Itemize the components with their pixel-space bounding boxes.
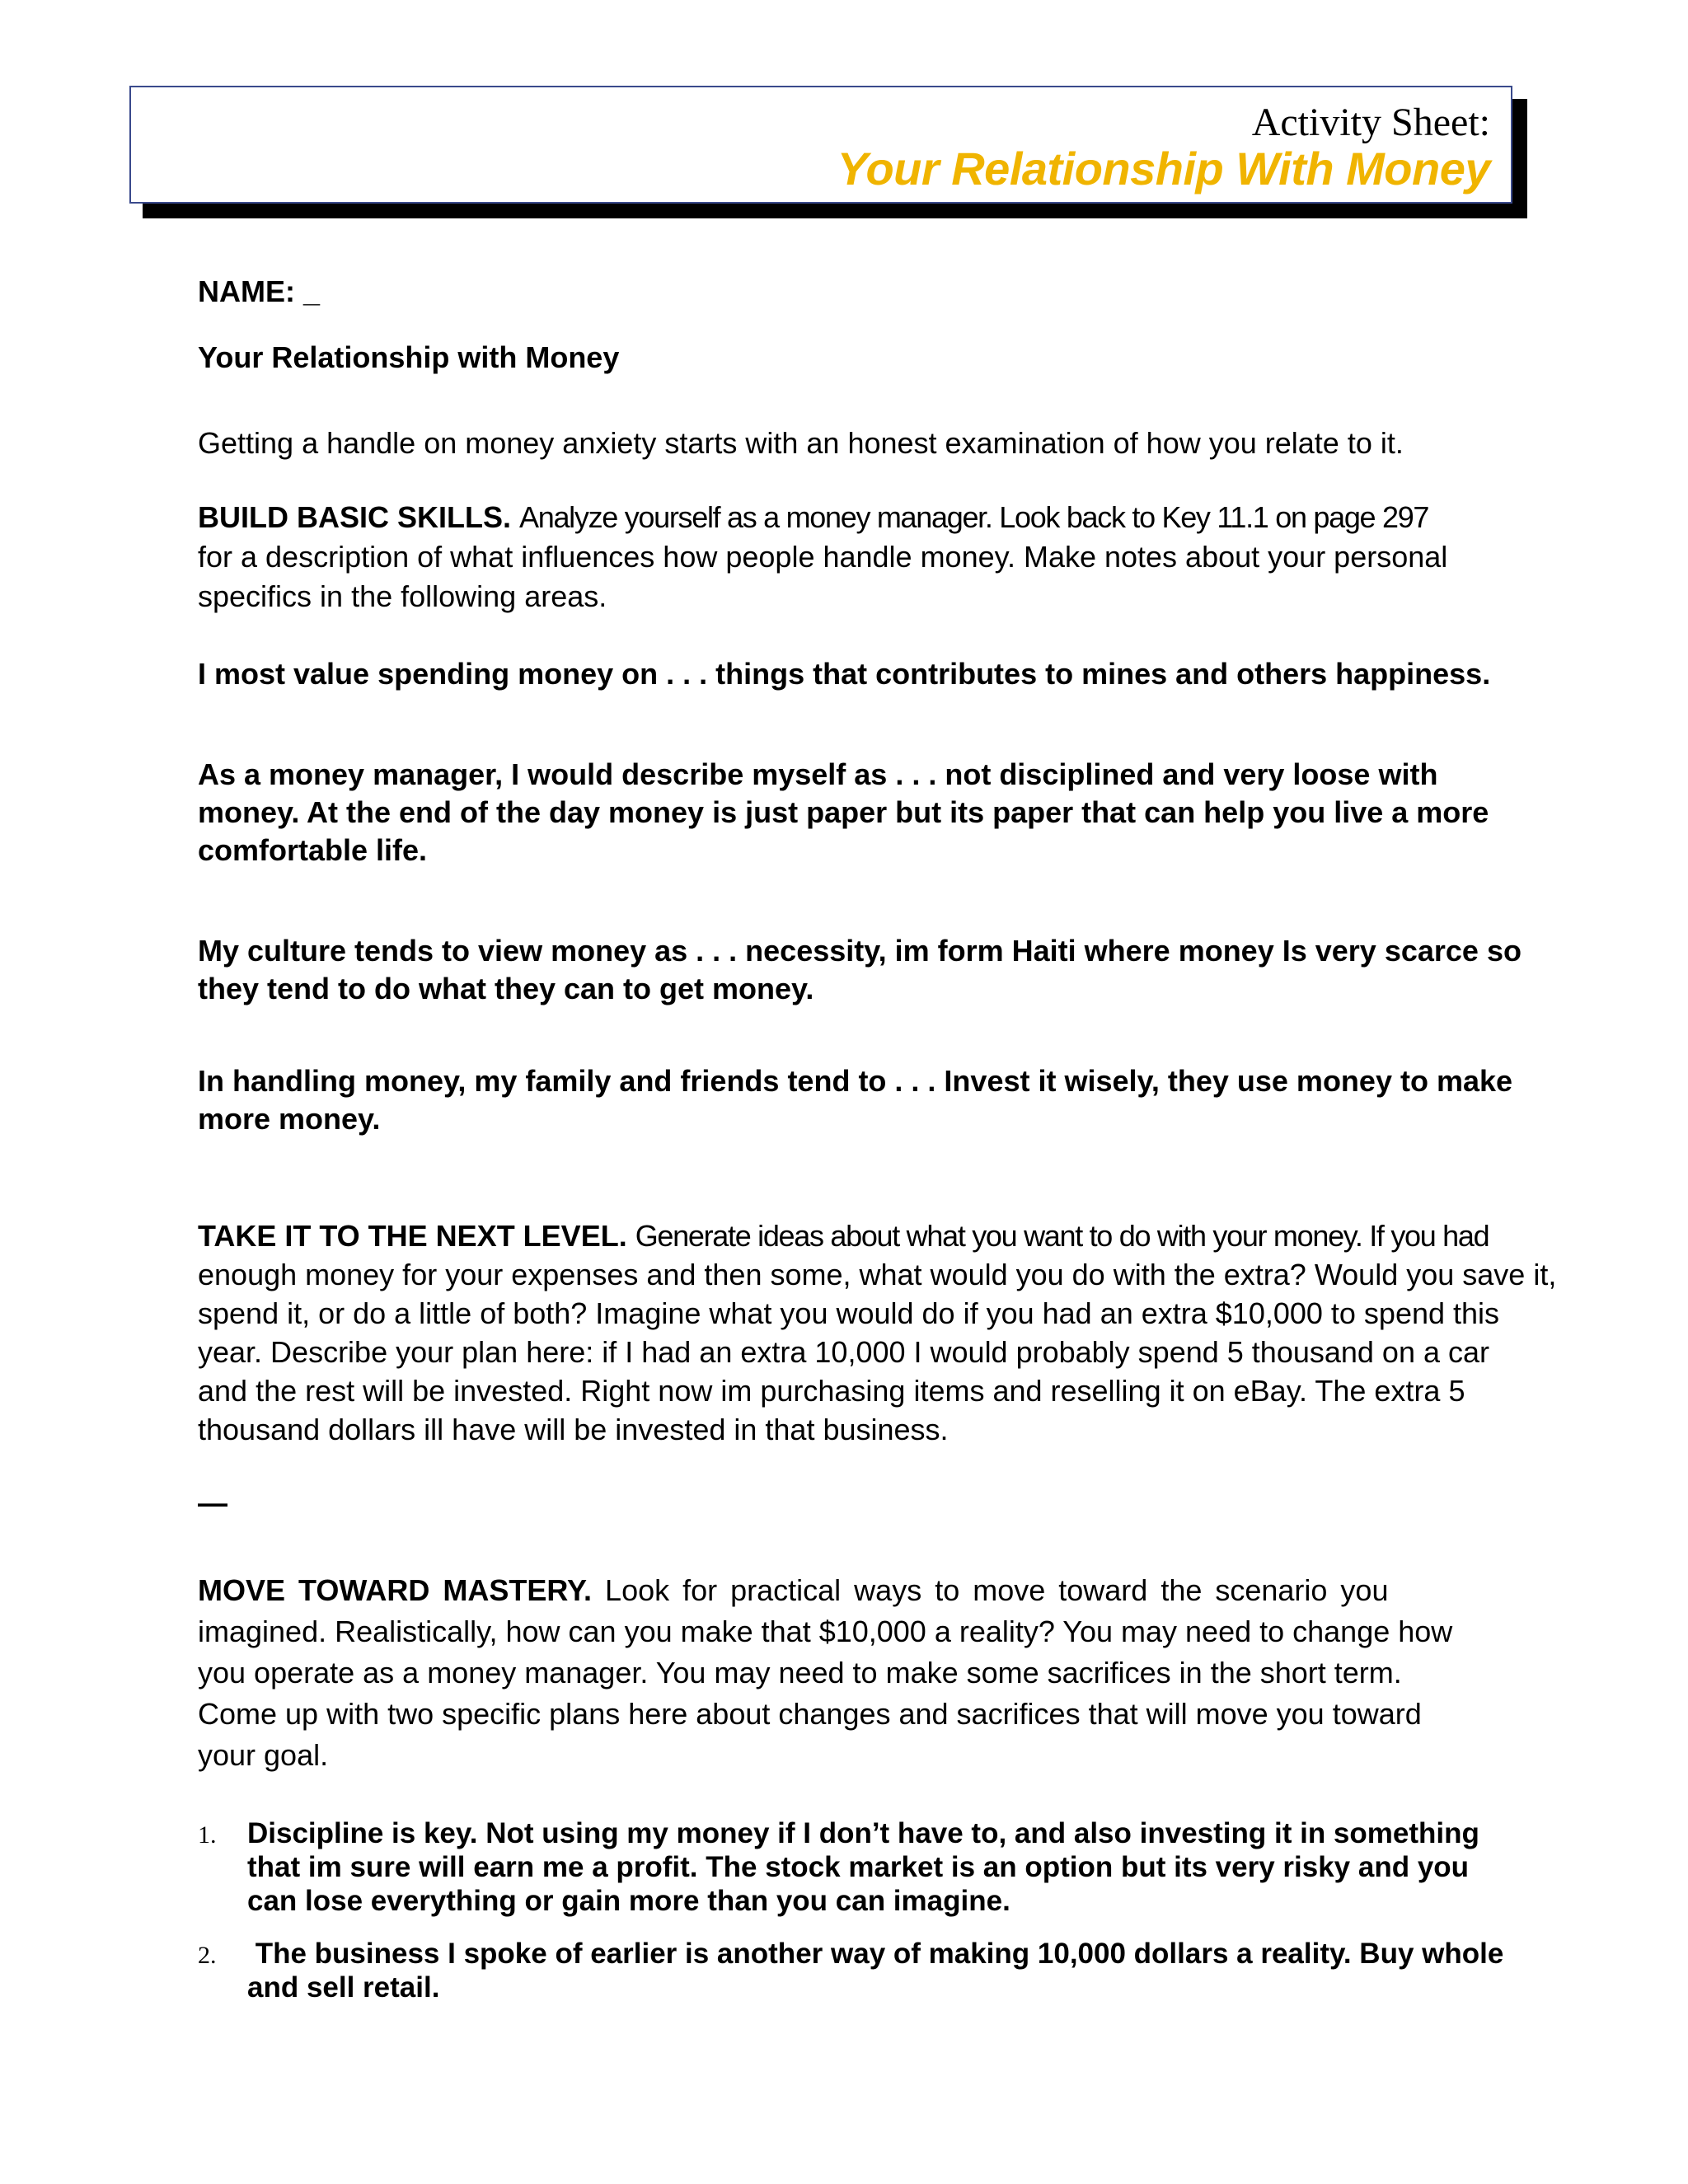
list-number: 1. (198, 1821, 217, 1849)
header-banner (129, 86, 1512, 204)
plan-2-line-1: The business I spoke of earlier is another way of making 10,000 dollars a reality. Buy whole (247, 1938, 1504, 1970)
mastery-line-3: you operate as a money manager. You may need to make some sacrifices in the short term. (198, 1656, 1402, 1690)
next-level-line-3: spend it, or do a little of both? Imagine what you would do if you had an extra $10,000 to spend this (198, 1296, 1500, 1330)
answer-family-2: more money. (198, 1102, 381, 1136)
mastery-line-5: your goal. (198, 1738, 329, 1772)
answer-manager-2: money. At the end of the day money is just paper but its paper that can help you live a more (198, 795, 1489, 829)
answer-manager-1: As a money manager, I would describe myself as . . . not disciplined and very loose with (198, 757, 1438, 791)
next-level-line-2: enough money for your expenses and then some, what would you do with the extra? Would you save it, (198, 1258, 1557, 1291)
next-level-line-6: thousand dollars ill have will be invested in that business. (198, 1413, 949, 1446)
intro-paragraph: Getting a handle on money anxiety starts with an honest examination of how you relate to it. (198, 426, 1404, 460)
plan-2-line-2: and sell retail. (247, 1971, 440, 2004)
mastery-text-1: Look for practical ways to move toward the scenario you (605, 1573, 1389, 1607)
next-level-line-5: and the rest will be invested. Right now im purchasing items and reselling it on eBay. The extra 5 (198, 1374, 1465, 1408)
separator-dash: — (198, 1486, 227, 1520)
mastery-line-2: imagined. Realistically, how can you make that $10,000 a reality? You may need to change how (198, 1615, 1453, 1648)
build-lead: BUILD BASIC SKILLS. (198, 500, 512, 534)
build-line-1 (198, 498, 1428, 537)
header-label: Activity Sheet: (1251, 101, 1490, 144)
list-number: 2. (198, 1942, 217, 1969)
header-title: Your Relationship With Money (837, 143, 1490, 194)
plan-1-line-3: can lose everything or gain more than you can imagine. (247, 1885, 1010, 1917)
next-level-line-4: year. Describe your plan here: if I had an extra 10,000 I would probably spend 5 thousand on a car (198, 1335, 1490, 1369)
answer-value: I most value spending money on . . . things that contributes to mines and others happiness. (198, 657, 1491, 691)
name-field: NAME: _ (198, 274, 321, 308)
next-level-lead: TAKE IT TO THE NEXT LEVEL. (198, 1219, 627, 1253)
build-line-3: specifics in the following areas. (198, 579, 607, 613)
mastery-line-4: Come up with two specific plans here about changes and sacrifices that will move you toward (198, 1697, 1422, 1731)
build-text-1: Analyze yourself as a money manager. Look back to Key 11.1 on page 297 (519, 500, 1429, 534)
page-subtitle: Your Relationship with Money (198, 340, 620, 374)
mastery-line-1 (198, 1571, 1388, 1610)
mastery-lead: MOVE TOWARD MASTERY. (198, 1573, 593, 1607)
next-level-text-1: Generate ideas about what you want to do with your money. If you had (635, 1219, 1489, 1253)
plan-1-line-2: that im sure will earn me a profit. The stock market is an option but its very risky and you (247, 1851, 1470, 1883)
plan-1-line-1: Discipline is key. Not using my money if I don’t have to, and also investing it in something (247, 1817, 1479, 1849)
answer-culture-1: My culture tends to view money as . . . necessity, im form Haiti where money Is very scarce so (198, 934, 1522, 968)
answer-manager-3: comfortable life. (198, 833, 428, 867)
build-line-2: for a description of what influences how people handle money. Make notes about your personal (198, 540, 1448, 574)
answer-culture-2: they tend to do what they can to get money. (198, 972, 814, 1005)
next-level-line-1 (198, 1216, 1489, 1255)
answer-family-1: In handling money, my family and friends tend to . . . Invest it wisely, they use money to make (198, 1064, 1513, 1098)
